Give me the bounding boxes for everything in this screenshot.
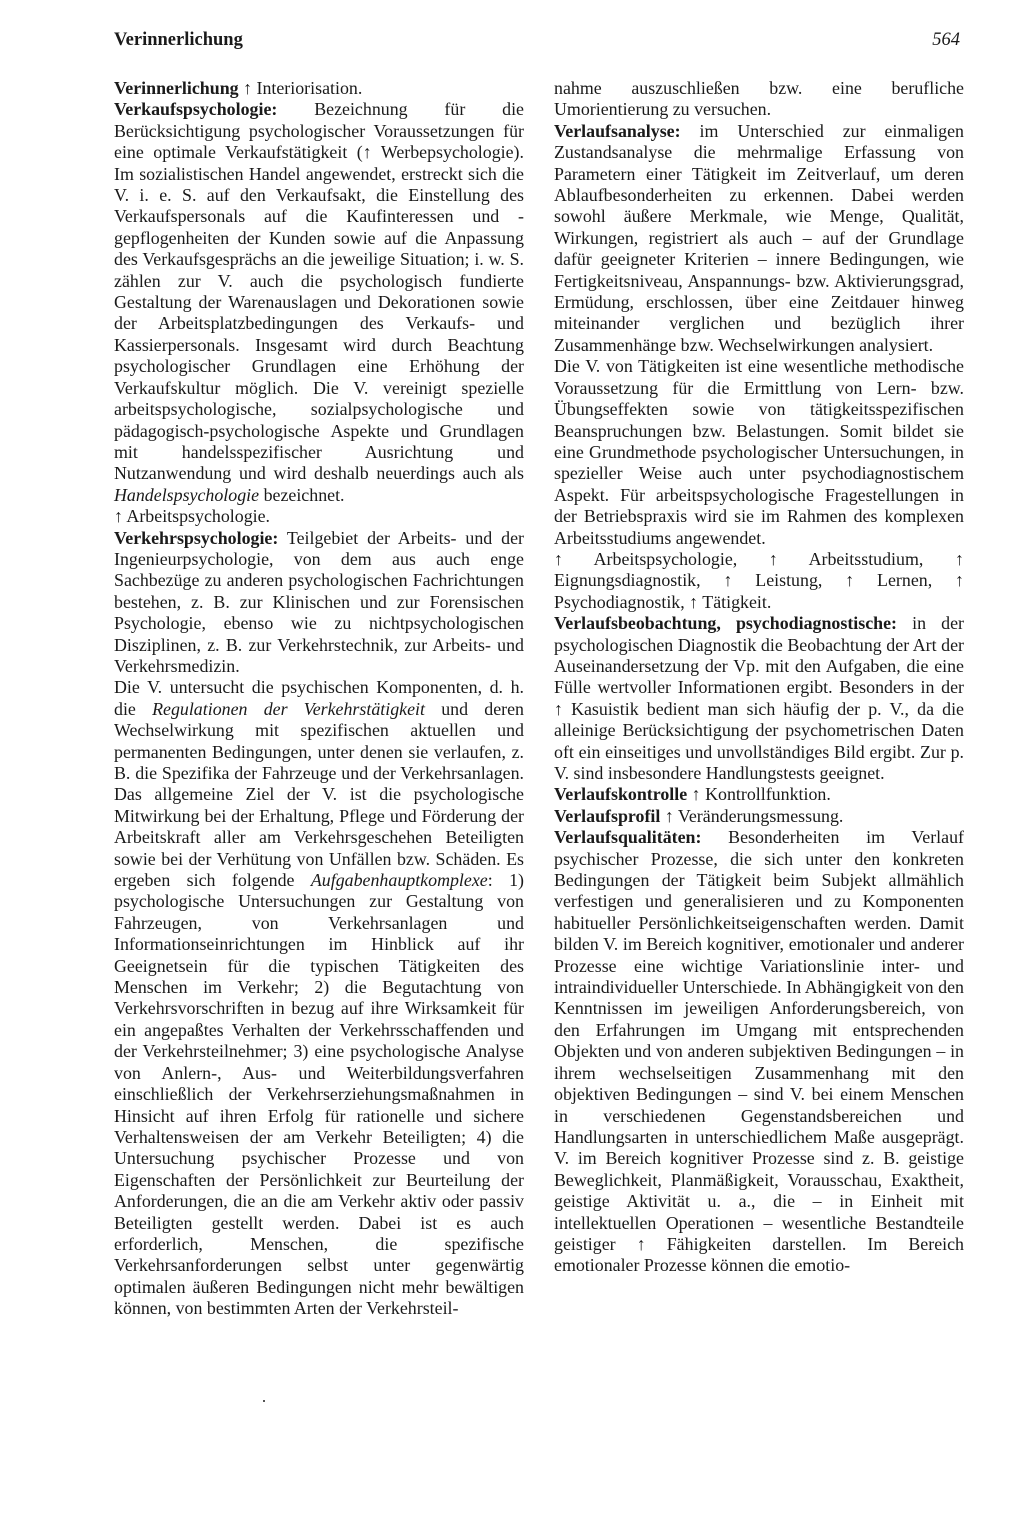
entry-head: Verkaufspsychologie: — [114, 99, 278, 120]
paragraph — [114, 677, 524, 1319]
entry-italic-term: Handelspsychologie — [114, 484, 260, 505]
entry — [114, 78, 524, 99]
entry-head: Verlaufsqualitäten: — [554, 827, 702, 848]
entry-text: nahme auszuschließen bzw. eine berufliche Umorientierung zu versuchen. — [554, 78, 964, 120]
print-speck — [263, 1400, 265, 1402]
entry — [554, 121, 964, 356]
entry — [554, 827, 964, 1277]
right-column — [554, 78, 964, 1277]
entry — [114, 99, 524, 506]
entry-text: ↑ Interiorisation. — [238, 78, 363, 98]
running-head: Verinnerlichung — [114, 30, 243, 50]
entry-text: ↑ Kontrollfunktion. — [687, 784, 831, 805]
entry-text: bezeichnet. — [259, 484, 345, 505]
entry — [114, 528, 524, 678]
entry-text: Bezeichnung für die Berücksichtigung psychologischer Voraussetzungen für eine optimale Verkaufstätigkeit (↑ Werbepsychologie). Im sozialistischen Handel angewendet, erstreckt sich die V. i. e. S. auf den Verkaufsakt, die Einstellung des Verkaufspersonals auf die Kaufinteressen und -gepflogenheiten der Kunden sowie auf die Anpassung des Verkaufsgesprächs an die jeweilige Situation; i. w. S. zählen zur V. auch die psychologisch fundierte Gestaltung der Warenauslagen und Dekorationen sowie der Arbeitsplatzbedingungen des Verkaufs- und Kassierpersonals. Insgesamt wird durch Beachtung psychologischer Grundlagen eine Erhöhung der Verkaufskultur möglich. Die V. vereinigt spezielle arbeitspsychologische, sozialpsychologische und pädagogisch-psychologische Aspekte und Grundlagen mit handelsspezifischer Ausrichtung und Nutzanwendung und wird deshalb neuerdings auch als — [114, 99, 524, 484]
entry-text: ↑ Veränderungsmessung. — [660, 805, 844, 826]
entry-text: Teilgebiet der Arbeits- und der Ingenieurpsychologie, von dem aus auch enge Sachbezüge zu anderen psychologischen Fachrichtungen bestehen, z. B. zur Klinischen und zur Forensischen Psychologie, ebenso wie zu nichtpsychologischen Disziplinen, z. B. zur Verkehrstechnik, zur Arbeits- und Verkehrsmedizin. — [114, 527, 524, 676]
entry-text: im Unterschied zur einmaligen Zustandsanalyse die mehrmalige Erfassung von Parametern einer Tätigkeit im Zeitverlauf, um deren Ablaufbesonderheiten zu erkennen. Dabei werden sowohl äußere Merkmale, wie Menge, Qualität, Wirkungen, registriert als auch – auf der Grundlage dafür geeigneter Kriterien – innere Bedingungen, wie Fertigkeitsniveau, Anspannungs- bzw. Aktivierungsgrad, Ermüdung, erschlossen, über eine Zeitdauer hinweg miteinander verglichen und bezüglich ihrer Zusammenhänge bzw. Wechselwirkungen analysiert. — [554, 120, 964, 355]
entry-text: Die V. von Tätigkeiten ist eine wesentliche methodische Voraussetzung für die Ermittlung von Lern- bzw. Übungseffekten sowie von tätigkeitsspezifischen Beanspruchungen bzw. Belastungen. Somit bildet sie eine Grundmethode psychologischer Untersuchungen, in spezieller Weise auch unter psychodiagnostischem Aspekt. Für arbeitspsychologische Fragestellungen in der Betriebspraxis wird sie im Rahmen des komplexen Arbeitsstudiums angewendet. — [554, 356, 964, 548]
entry-text: ↑ Arbeitspsychologie, ↑ Arbeitsstudium, ↑ Eignungsdiagnostik, ↑ Leistung, ↑ Lernen, ↑ Psychodiagnostik, ↑ Tätigkeit. — [554, 548, 964, 612]
entry — [554, 806, 964, 827]
page-number: 564 — [932, 30, 960, 50]
left-column — [114, 78, 524, 1320]
entry-head: Verinnerlichung — [114, 78, 239, 98]
cross-reference — [114, 506, 524, 527]
paragraph — [554, 78, 964, 121]
entry-head: Verlaufsbeobachtung, psychodiagnostische: — [554, 613, 897, 634]
entry — [554, 784, 964, 805]
entry-text: in der psychologischen Diagnostik die Beobachtung der Art der Auseinandersetzung der Vp. mit den Aufgaben, die eine Fülle wertvoller Informationen ergibt. Besonders in der ↑ Kasuistik bedient man sich häufig der p. V., da die alleinige Berücksichtigung der psychometrischen Daten oft ein einseitiges und unvollständiges Bild ergibt. Zur p. V. sind insbesondere Handlungstests geeignet. — [554, 613, 964, 783]
entry-text: ↑ Arbeitspsychologie. — [114, 506, 271, 527]
entry-head: Verlaufskontrolle — [554, 784, 688, 805]
paragraph — [554, 356, 964, 549]
entry — [554, 613, 964, 784]
entry-italic-term: Regulationen der Verkehrstätigkeit — [152, 698, 425, 719]
entry-text: : 1) psychologische Untersuchungen zur Gestaltung von Fahrzeugen, von Verkehrsanlagen und Informationseinrichtungen im Hinblick auf ihr Geeignetsein für die typischen Tätigkeiten des Menschen im Verkehr; 2) die Begutachtung von Verkehrsvorschriften in bezug auf ihre Wirksamkeit für ein angepaßtes Verhalten der Verkehrsschaffenden und der Verkehrsteilnehmer; 3) eine psychologische Analyse von Anlern-, Aus- und Weiterbildungsverfahren einschließlich der Verkehrserziehungsmaßnahmen in Hinsicht auf ihren Erfolg für rationelle und sichere Verhaltensweisen der am Verkehr Beteiligten; 4) die Untersuchung psychischer Prozesse und von Eigenschaften der Persönlichkeit zur Beurteilung der Anforderungen, die an die am Verkehr aktiv oder passiv Beteiligten gestellt werden. Dabei ist es auch erforderlich, Menschen, die spezifische Verkehrsanforderungen selbst unter gegenwärtig optimalen äußeren Bedingungen nicht mehr bewältigen können, von bestimmten Arten der Verkehrsteil- — [114, 870, 524, 1319]
entry-text: Besonderheiten im Verlauf psychischer Prozesse, die sich unter den konkreten Bedingungen der Tätigkeit beim Subjekt allmählich verfestigen und generalisieren und zu Komponenten habitueller Persönlichkeitseigenschaften werden. Damit bilden V. im Bereich kognitiver, emotionaler und anderer Prozesse eine wichtige Variationslinie inter- und intraindividueller Unterschiede. In Abhängigkeit von den Kenntnissen im jeweiligen Anforderungsbereich, von den Erfahrungen im Umgang mit entsprechenden Objekten und von anderen subjektiven Bedingungen – in ihrem wechselseitigen Zusammenhang mit den objektiven Bedingungen – sind V. bei einem Menschen in verschiedenen Gegenstandsbereichen und Handlungsarten in unterschiedlichem Maße ausgeprägt. V. im Bereich kognitiver Prozesse sind z. B. geistige Beweglichkeit, Planmäßigkeit, Vorausschau, Exaktheit, geistige Aktivität u. a., die – in Einheit mit intellektuellen Operationen – wesentliche Bestandteile geistiger ↑ Fähigkeiten darstellen. Im Bereich emotionaler Prozesse können die emotio- — [554, 827, 964, 1276]
entry-italic-term: Aufgabenhauptkomplexe — [310, 870, 488, 891]
entry-head: Verkehrspsychologie: — [114, 527, 279, 548]
entry-head: Verlaufsanalyse: — [554, 120, 681, 141]
entry-text: und deren Wechselwirkung mit spezifischen aktuellen und permanenten Bedingungen, unter denen sie verlaufen, z. B. die Spezifika der Fahrzeuge und der Verkehrsanlagen. Das allgemeine Ziel der V. ist die psychologische Mitwirkung bei der Erhaltung, Pflege und Förderung der Arbeitskraft aller am Verkehrsgeschehen Beteiligten sowie bei der Verhütung von Unfällen bzw. Schäden. Es ergeben sich folgende — [114, 698, 524, 891]
cross-reference — [554, 549, 964, 613]
entry-text: Die V. untersucht die psychischen Komponenten, d. h. die — [114, 677, 524, 719]
entry-head: Verlaufsprofil — [554, 805, 661, 826]
